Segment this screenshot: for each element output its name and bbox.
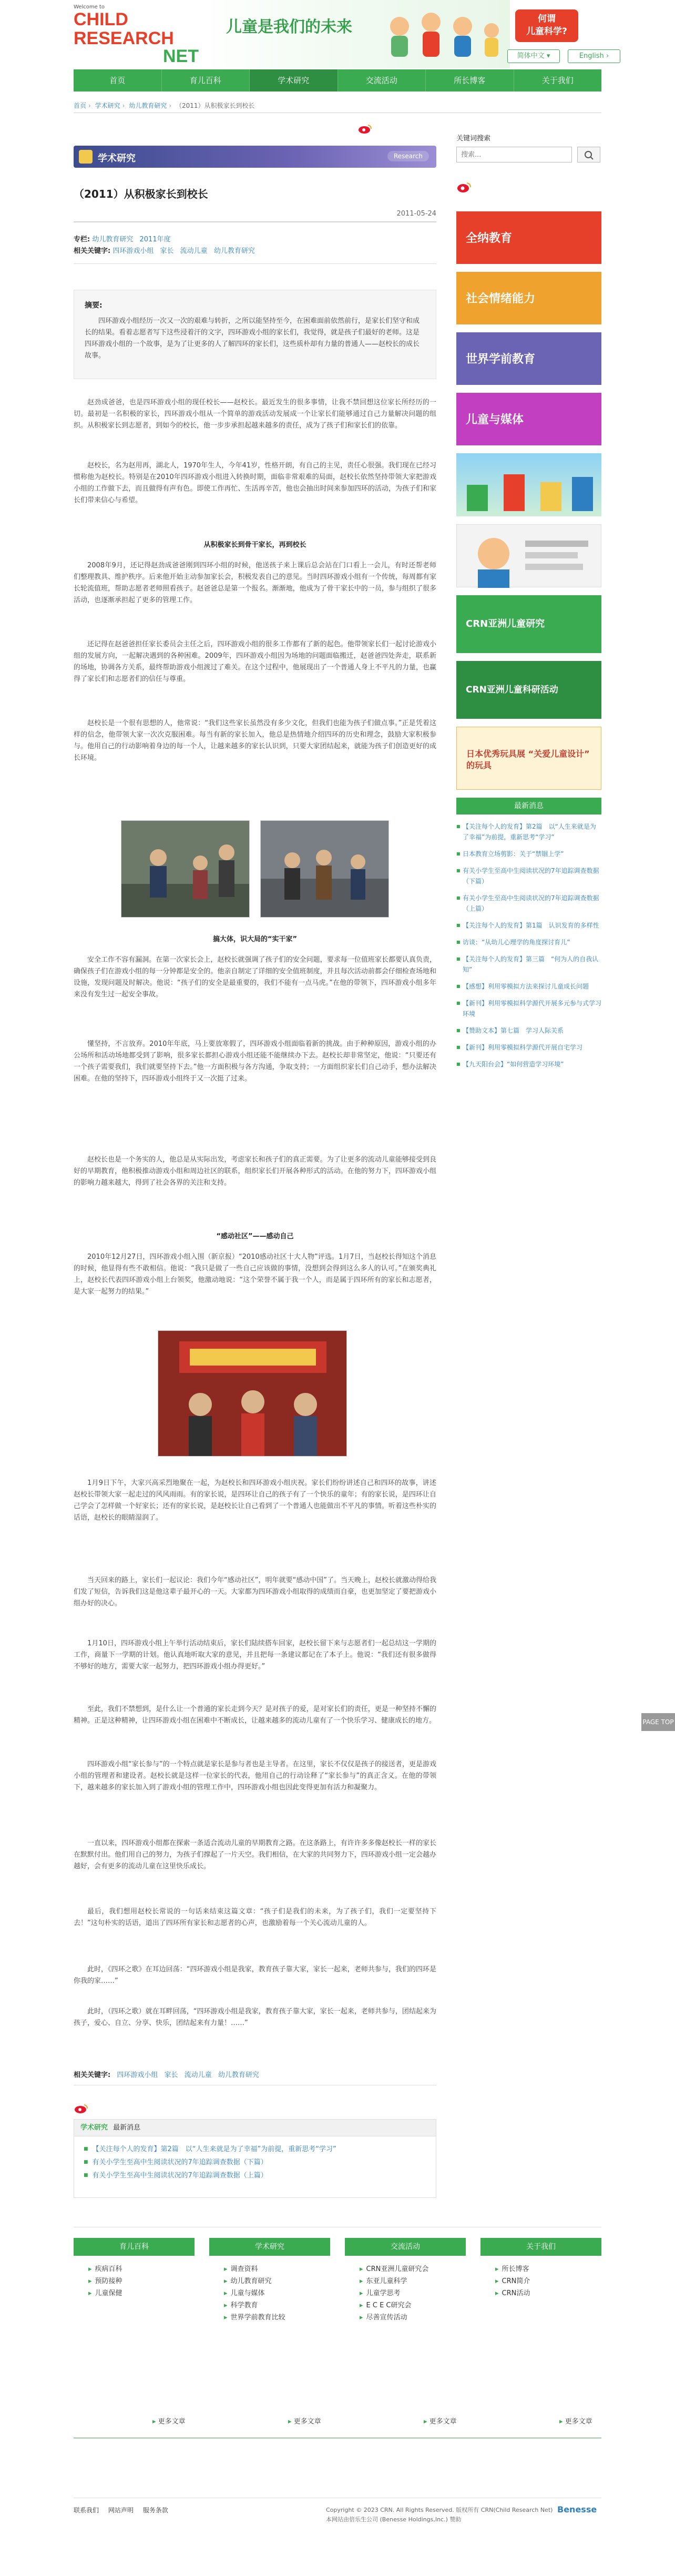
sitemap-link[interactable]: ▸ 幼儿教育研究 [224,2275,330,2287]
keyword-link[interactable]: 四环游戏小组 [112,247,154,255]
photo-caption: 搞大体，识大局的“实干家” [212,935,298,943]
sitemap-link[interactable]: ▸ 世界学前教育比较 [224,2312,330,2324]
sitemap-link[interactable]: ▸ 东亚儿童科学 [360,2275,466,2287]
article-paragraph: 最后，我们想用赵校长常说的一句话来结束这篇文章：“孩子们是我们的未来，为了孩子们，我们一定要坚持下去！”这句朴实的话语，道出了四环所有家长和志愿者的心声，也激励着每一个关心流动儿童的人。 [74,1908,436,1927]
section-en: Research [387,151,429,161]
children-illustration-icon [456,453,601,516]
site-footer [74,2498,601,2529]
breadcrumb-sep-icon: › [122,102,125,109]
keyword-link[interactable]: 家长 [160,247,174,255]
footer-links [74,2506,176,2514]
latest-news-item[interactable]: ■ 有关小学生至高中生阅读状况的7年追踪调查数据（下篇） [84,2156,426,2169]
lang-en-label: English [579,52,604,60]
sitemap-link[interactable]: ▸ 儿童与媒体 [224,2287,330,2299]
sitemap-link[interactable]: ▸ E C E C研究会 [360,2299,466,2312]
article-meta [74,234,436,257]
article-paragraph: 赵校长，名为赵用再，湖北人，1970年生人，今年41岁，性格开朗，有自己的主见，责任心很强。我们现在已经习惯称他为赵校长。特别是在2010年四环游戏小组进入转换时期，面临非常艰难的局面，赵校长依然坚持带领大家把游戏小组的工作做下去，而且做得有声有色。即使工作再忙、生活再辛苦，他也会抽出时间来参加四环的活动，为孩子们和家长们带来信心与希望。 [74,462,436,504]
sitemap-link[interactable]: ▸ 预防接种 [88,2275,195,2287]
article-photo-3 [158,1330,347,1457]
abstract-box [74,290,436,379]
latest-news-item[interactable]: ■ 有关小学生至高中生阅读状况的7年追踪调查数据（上篇） [84,2169,426,2182]
sitemap-col-exchange [345,2238,466,2324]
weibo-share-icon[interactable] [74,2103,95,2114]
abstract-text: 四环游戏小组经历一次又一次的艰难与转折，之所以能坚持至今，在困难面前依然前行，是家长们坚守和成长的结果。看着志愿者写下这些浸着汗的文字，四环游戏小组的家长们，我觉得，就是孩子们最好的老师。这是四环游戏小组的一个故事，是为了让更多的人了解四环的家长们，这些质朴却有力量的普通人——赵校长的成长故事。 [85,317,420,360]
sitemap-list [209,2256,330,2324]
sidebar-latest-link[interactable]: ■ 【九天阳台会】“如何营造学习环境” [456,1059,601,1070]
weibo-icon[interactable] [456,181,472,194]
sidebar-latest-link[interactable]: ■ 【关注每个人的发育】第1篇 认识发育的多样性 [456,920,601,931]
sitemap-col-parenting [74,2238,195,2299]
article-title: （2011）从积极家长到校长 [74,188,208,200]
sidebar-latest-link[interactable]: ■ 有关小学生至高中生阅读状况的7年追踪调查数据（下篇） [456,866,601,887]
tile-children-media[interactable] [456,393,601,445]
meta-divider [74,263,436,264]
sidebar-latest-link[interactable]: ■ 【赞助文本】第七篇 学习人际关系 [456,1025,601,1036]
sidebar-latest-link[interactable]: ■ 有关小学生至高中生阅读状况的7年追踪调查数据（上篇） [456,893,601,914]
keyword-link[interactable]: 四环游戏小组 [117,2071,158,2079]
article-paragraph: 一直以来，四环游戏小组都在探索一条适合流动儿童的早期教育之路。在这条路上，有许许多多像赵校长一样的家长在默默付出。他们用自己的努力，为孩子们撑起了一片天空。我们相信，在大家的共同努力下，四环游戏小组一定会越办越好，会有更多的流动儿童在这里快乐成长。 [74,1839,436,1870]
keyword-link[interactable]: 流动儿童 [180,247,208,255]
logo-research: RESEARCH [74,28,174,48]
nav-research[interactable]: 学术研究 [250,69,338,91]
keyword-link[interactable]: 幼儿教育研究 [213,247,255,255]
keyword-link[interactable]: 幼儿教育研究 [218,2071,259,2079]
sidebar-latest-list [456,821,601,1076]
latest-news-item[interactable]: ■ 【关注每个人的发育】第2篇 以“人生来就是为了幸福”为前提，重新思考“学习” [84,2143,426,2156]
tile-crn-activities[interactable] [456,661,601,719]
search-form [456,147,601,162]
footer-sitemap [74,2227,601,2458]
sitemap-head[interactable]: 育儿百科 [74,2238,195,2256]
sidebar-latest-header: 最新消息 [456,798,601,814]
tile-world-ece[interactable] [456,332,601,385]
article-paragraph: 至此，我们不禁想到，是什么让一个普通的家长走到今天？是对孩子的爱，是对家长们的责任，更是一种坚持不懈的精神。正是这种精神，让四环游戏小组在困难中不断成长，让越来越多的流动儿童有了一个快乐学习、健康成长的地方。 [74,1705,436,1725]
tile-label: 世界学前教育 [466,353,536,366]
keyword-search-title: 关键词搜索 [456,135,491,142]
logo-net: NET [163,46,199,66]
tile-social-emotional[interactable] [456,272,601,324]
article-signature: 此时，（四环之歌）就在耳畔回荡，“四环游戏小组是我家，教育孩子靠大家，家长一起来，老师共参与，团结起来为孩子，爱心、自立、分享、快乐，团结起来有力量！……” [74,2008,436,2027]
what-is-child-science-button[interactable] [515,9,578,42]
sitemap-link[interactable]: ▸ CRN活动 [495,2287,601,2299]
keyword-link[interactable]: 家长 [164,2071,178,2079]
section-header [74,146,436,168]
breadcrumb-sep-icon: › [169,102,172,109]
footer-statement-link[interactable]: 网站声明 [108,2507,134,2514]
article-paragraph: 赵劲成爸爸，也是四环游戏小组的现任校长——赵校长。最近发生的很多事情，让我不禁回想这位家长所经历的一切。最初是一名积极的家长，四环游戏小组从一个简单的游戏活动发展成一个让家长们能够通过自己力量解决问题的组织。从积极家长到志愿者，到如今的校长，他一步步承担起越来越多的责任，成为了孩子们和家长们的依靠。 [74,399,436,430]
main-nav [74,69,601,91]
footer-copyright: Copyright © 2023 CRN. All Rights Reserved. 版权所有 CRN(Child Research Net) [326,2507,553,2513]
sitemap-list [74,2256,195,2299]
article-paragraph: 此时，《四环之歌》在耳边回荡：“四环游戏小组是我家，教育孩子靠大家，家长一起来，老师共参与，我们的四环是你我的家……” [74,1966,436,1985]
abstract-title: 摘要: [85,301,103,310]
tile-inclusive-education[interactable] [456,211,601,264]
tag-line2: 儿童科学? [526,26,567,37]
sitemap-link[interactable]: ▸ 尽善宣传活动 [360,2312,466,2324]
article-paragraph: 1月9日下午，大家兴高采烈地聚在一起，为赵校长和四环游戏小组庆祝。家长们纷纷讲述自己和四环的故事，讲述赵校长带领大家一起走过的风风雨雨。有的家长说，是四环让自己的孩子有了一个快乐的童年；有的家长说，是四环让自己学会了怎样做一个好家长；还有的家长说，是赵校长让自己看到了一个普通人也能做出不平凡的事情。听着这些朴实的话语，赵校长的眼睛湿润了。 [74,1479,436,1522]
nav-parenting[interactable]: 育儿百科 [162,69,250,91]
section-title: 学术研究 [98,153,136,164]
latest-news-box [74,2119,436,2198]
latest-news-list [74,2136,436,2188]
chevron-right-icon: › [606,52,609,60]
director-portrait-icon [457,525,602,588]
tile-director[interactable] [456,524,601,587]
search-button[interactable] [577,147,600,162]
tile-label: 社会情绪能力 [466,292,536,306]
nav-blog[interactable]: 所长博客 [426,69,514,91]
sitemap-link[interactable]: ▸ CRN简介 [495,2275,601,2287]
sidebar-latest-link[interactable]: ■ 【感想】利用零模拟方法来探讨儿童成长问题 [456,981,601,992]
breadcrumb-ece[interactable]: 幼儿教育研究 [129,102,167,109]
article-paragraph: 四环游戏小组“家长参与”的一个特点就是家长是参与者也是主导者。在这里，家长不仅仅是孩子的接送者，更是游戏小组的管理者和建设者。赵校长就是这样一位家长的代表，他用自己的行动诠释了“家长参与”的真正含义。在他的带领下，越来越多的家长加入到了游戏小组的管理工作中，四环游戏小组也因此变得更加有活力和凝聚力。 [74,1760,436,1791]
lang-cn-button[interactable] [507,49,560,63]
article-paragraph: 还记得在赵爸爸担任家长委员会主任之后，四环游戏小组的很多工作都有了新的起色。他带领家长们一起讨论游戏小组的发展方向，一起解决遇到的各种困难。2009年，四环游戏小组因为场地的问题面临搬迁，赵爸爸四处奔走，联系新的场地，协调各方关系，最终帮助游戏小组渡过了难关。在这个过程中，他展现出了一个普通人身上不平凡的力量，也赢得了家长们和志愿者们的信任与尊重。 [74,640,436,683]
article-paragraph: 当天回来的路上，家长们一起议论：我们今年“感动社区”，明年就要“感动中国”了。当天晚上，赵校长就激动得给我们发了短信，告诉我们这是他这辈子最开心的一天。大家都为四环游戏小组取得的成绩而自豪，也更加坚定了要把游戏小组办好的决心。 [74,1576,436,1607]
article-paragraph: 2010年12月27日，四环游戏小组入围（新京报）“2010感动社区十大人物”评选。1月7日，当赵校长得知这个消息的时候，他显得有些不敢相信。他说：“我只是做了一些自己应该做的事情，没想到会得到这么多人的认可。”在颁奖典礼上，赵校长代表四环游戏小组上台领奖，他激动地说：“这个荣誉不属于我一个人，而是属于四环所有的家长和志愿者，是大家一起努力的结果。” [74,1253,436,1296]
sitemap-head[interactable]: 学术研究 [209,2238,330,2256]
article-paragraph: 赵校长也是一个务实的人，他总是从实际出发，考虑家长和孩子们的真正需要。为了让更多的流动儿童能够接受到良好的早期教育，他积极推动游戏小组和周边社区的联系，组织家长们开展各种形式的活动。在他的努力下，四环游戏小组的影响力越来越大，得到了社会各界的关注和支持。 [74,1156,436,1187]
sidebar-latest-link[interactable]: ■ 【关注每个人的发育】第2篇 以“人生来就是为了幸福”为前提，重新思考“学习” [456,821,601,842]
column-row [74,234,436,246]
sitemap-link[interactable]: ▸ 儿童学思考 [360,2287,466,2299]
tile-crn-asia[interactable] [456,595,601,653]
research-section-icon [79,150,93,164]
logo-welcome: Welcome to [74,4,105,10]
latest-news-header [74,2120,436,2136]
article-date: 2011-05-24 [396,210,436,218]
benesse-logo[interactable]: Benesse [557,2504,597,2514]
weibo-share-icon[interactable] [357,124,379,134]
sitemap-more-link[interactable]: ▸ 更多文章 [288,2416,321,2426]
nav-exchange[interactable]: 交流活动 [338,69,426,91]
article-photo-2 [260,820,389,918]
bottom-keywords-label: 相关关键字: [74,2071,111,2079]
keywords-row [74,246,436,257]
sitemap-list [345,2256,466,2324]
article-paragraph: 赵校长是一个很有思想的人，他常说：“我们这些家长虽然没有多少文化，但我们也能为孩子们做点事。”正是凭着这样的信念，他带领大家一次次克服困难。每当有新的家长加入，他总是热情地介绍四环的历史和理念，鼓励大家积极参与。他用自己的行动影响着身边的每一个人，让越来越多的家长认识到，只要大家团结起来，就能为孩子们创造更好的成长环境。 [74,719,436,762]
sitemap-col-research [209,2238,330,2324]
sidebar-latest-link[interactable]: ■ 访谈：“从幼儿心理学的角度探讨育儿” [456,937,601,948]
tag-line1: 何谓 [538,14,556,24]
search-icon [578,147,601,163]
breadcrumb-sep-icon: › [88,102,91,109]
sidebar-latest-link[interactable]: ■ 【新刊】利用零模拟科学源代开展自宅学习 [456,1042,601,1053]
sitemap-more-link[interactable]: ▸ 更多文章 [424,2416,457,2426]
nav-home[interactable]: 首页 [74,69,162,91]
keywords-label: 相关关键字: [74,247,111,255]
sitemap-more-link[interactable]: ▸ 更多文章 [559,2416,592,2426]
tile-label: 日本优秀玩具展 “关爱儿童设计” 的玩具 [466,749,590,770]
latest-section: 学术研究 [80,2124,108,2132]
sitemap-more-link[interactable]: ▸ 更多文章 [152,2416,186,2426]
footer-contact-link[interactable]: 联系我们 [74,2507,99,2514]
title-divider [74,221,436,222]
tile-toy-award[interactable] [456,727,601,790]
sidebar-latest-link[interactable]: ■ 【新刊】利用零模拟科学源代开展多元参与式学习环境 [456,998,601,1019]
sitemap-link[interactable]: ▸ 所长博客 [495,2263,601,2275]
sitemap-col-about [480,2238,601,2299]
lang-cn-label: 简体中文 [517,52,545,60]
article-paragraph: 懂坚持，不言放弃。2010年年底，马上要放寒假了，四环游戏小组面临着新的挑战。由于种种原因，游戏小组的办公场所和活动场地都受到了影响，很多家长都担心游戏小组还能不能继续办下去。赵校长却非常坚定，他说：“只要还有一个孩子需要我们，我们就要坚持下去。”他一方面积极与各方沟通，争取支持；一方面组织家长们自己动手，想办法解决困难。在他的坚持下，四环游戏小组终于又一次挺了过来。 [74,1040,436,1083]
sitemap-link[interactable]: ▸ CRN亚洲儿童研究会 [360,2263,466,2275]
sitemap-link[interactable]: ▸ 调查资料 [224,2263,330,2275]
page-top-button[interactable]: PAGE TOP [641,1713,675,1731]
column-link[interactable]: 2011年度 [139,236,171,243]
column-label: 专栏: [74,236,90,243]
sidebar [456,133,602,1068]
tile-label: CRN亚洲儿童科研活动 [466,685,558,695]
tile-label: 儿童与媒体 [466,413,524,426]
breadcrumb-current: （2011）从积极家长到校长 [175,102,255,109]
site-header [0,0,675,68]
article-paragraph: 2008年9月，还记得赵劲成爸爸刚到四环小组的时候，他送孩子来上课后总会站在门口看上一会儿，有时还帮老师们整理教具、维护秩序。后来他开始主动参加家长会，积极发表自己的意见。当时四环游戏小组有一个传统，每周都有家长轮流值班，帮助志愿者老师照看孩子。赵爸爸总是第一个报名。渐渐地，他成为了骨干家长中的一员，参与组织了很多活动，也逐渐承担起了更多的管理工作。 [74,562,436,604]
latest-sub: 最新消息 [113,2124,141,2132]
tile-illustration[interactable] [456,453,601,516]
footer-sponsor: 本网站由倍乐生公司 (Benesse Holdings,Inc.) 赞助 [326,2516,462,2523]
sitemap-head[interactable]: 关于我们 [480,2238,601,2256]
footer-terms-link[interactable]: 服务条款 [142,2507,168,2514]
article-photo-1 [121,820,250,918]
kids-illustration-icon [379,5,505,63]
sitemap-link[interactable]: ▸ 儿童保健 [88,2287,195,2299]
sidebar-latest-link[interactable]: ■ 日本教育立场剪影：关于“禁锢上学” [456,849,601,859]
tile-label: 全纳教育 [466,232,513,245]
sitemap-link[interactable]: ▸ 疾病百科 [88,2263,195,2275]
column-link[interactable]: 幼儿教育研究 [92,236,134,243]
sitemap-list [480,2256,601,2299]
breadcrumb-home[interactable]: 首页 [74,102,87,109]
breadcrumb [74,101,601,110]
article-paragraph: 安全工作不容有漏洞。在第一次家长会上，赵校长就强调了孩子们的安全问题，要求每一位值班家长都要认真负责，确保孩子们在游戏小组的每一分钟都是安全的。他亲自制定了详细的安全值班制度，并且每次活动前都会仔细检查场地和设施，发现问题及时解决。他说：“孩子们的安全是最重要的，我们不能有一点马虎。”在他的带领下，四环游戏小组多年来没有发生过一起安全事故。 [74,956,436,999]
lang-en-button[interactable] [568,49,620,63]
nav-about[interactable]: 关于我们 [541,76,574,85]
logo-child: CHILD [74,9,128,29]
sidebar-latest-link[interactable]: ■ 【关注每个人的发育】第三篇 “何为人的自我认知” [456,954,601,975]
article-subheading: “感动社区”——感动自己 [216,1233,294,1240]
header-slogan: 儿童是我们的未来 [226,18,352,36]
chevron-down-icon: ▾ [546,52,550,60]
search-input[interactable] [456,147,572,162]
sitemap-link[interactable]: ▸ 科学教育 [224,2299,330,2312]
tile-label: CRN亚洲儿童研究 [466,618,545,629]
article-paragraph: 1月10日，四环游戏小组上午举行活动结束后，家长们陆续搭车回家，赵校长留下来与志愿者们一起总结这一学期的工作，商量下一学期的计划。他认真地听取大家的意见，并且把每一条建议都记在了本子上。他说：“我们还有很多做得不够好的地方，需要大家一起努力，把四环游戏小组办得更好。” [74,1640,436,1671]
sitemap-head[interactable]: 交流活动 [345,2238,466,2256]
breadcrumb-research[interactable]: 学术研究 [95,102,120,109]
site-logo[interactable] [74,3,199,66]
bottom-keywords [74,2069,436,2079]
keyword-link[interactable]: 流动儿童 [184,2071,212,2079]
article-subheading: 从积极家长到骨干家长，再到校长 [203,541,306,549]
